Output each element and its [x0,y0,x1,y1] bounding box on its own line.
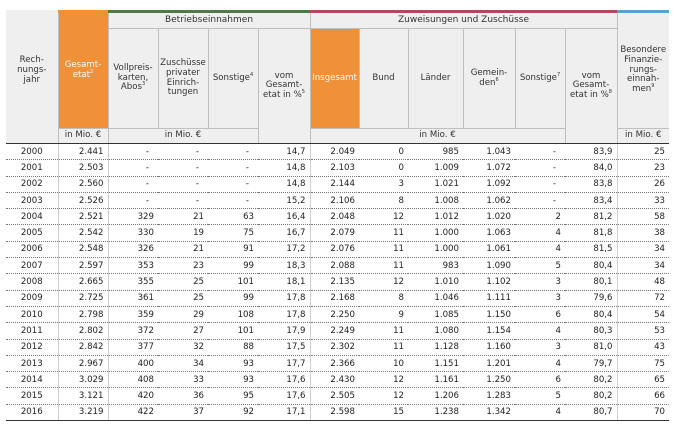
cell-share-op: 14,8 [258,176,310,192]
cell-special: 48 [617,274,669,290]
cell-private: 36 [158,388,208,404]
cell-states: 1.046 [408,290,463,306]
cell-tickets: 372 [108,323,158,339]
cell-other: - [208,192,258,208]
cell-other: 63 [208,209,258,225]
cell-special: 25 [617,144,669,160]
cell-special: 43 [617,339,669,355]
table-row [6,274,669,290]
table-body [6,144,669,421]
cell-tickets: 361 [108,290,158,306]
header-year: Rech- nungs- jahr [6,13,58,129]
table-row [6,290,669,306]
cell-states: 1.128 [408,339,463,355]
cell-private: - [158,192,208,208]
cell-states: 1.206 [408,388,463,404]
cell-share-op: 14,7 [258,144,310,160]
cell-tickets: 400 [108,355,158,371]
cell-total: 2.503 [58,160,108,176]
cell-other: 75 [208,225,258,241]
header-tickets: Vollpreis- karten, Abos$^3$ [108,29,158,129]
cell-alloc: 2.168 [310,290,359,306]
cell-states: 1.010 [408,274,463,290]
cell-total: 3.121 [58,388,108,404]
cell-share-op: 17,5 [258,339,310,355]
cell-states: 1.008 [408,192,463,208]
cell-other: 99 [208,258,258,274]
cell-municipal: 1.072 [463,160,515,176]
cell-federal: 10 [359,355,408,371]
cell-other2: 2 [515,209,565,225]
cell-alloc: 2.366 [310,355,359,371]
cell-municipal: 1.090 [463,258,515,274]
cell-special: 66 [617,388,669,404]
cell-private: - [158,144,208,160]
cell-total: 2.560 [58,176,108,192]
cell-year: 2009 [6,290,58,306]
cell-share-alloc: 83,8 [565,176,617,192]
header-municipal: Gemein- den$^6$ [463,29,515,129]
table-row [6,404,669,420]
cell-private: 19 [158,225,208,241]
header-federal: Bund [359,29,408,129]
cell-other: 93 [208,355,258,371]
cell-special: 70 [617,404,669,420]
cell-tickets: 420 [108,388,158,404]
table-row [6,355,669,371]
cell-states: 1.021 [408,176,463,192]
cell-other: - [208,144,258,160]
cell-share-op: 17,9 [258,323,310,339]
cell-federal: 8 [359,192,408,208]
cell-other: 88 [208,339,258,355]
cell-year: 2010 [6,306,58,322]
table-row [6,323,669,339]
cell-municipal: 1.043 [463,144,515,160]
cell-other2: - [515,176,565,192]
cell-share-op: 17,2 [258,241,310,257]
cell-municipal: 1.061 [463,241,515,257]
cell-alloc: 2.505 [310,388,359,404]
cell-federal: 12 [359,372,408,388]
cell-special: 23 [617,160,669,176]
table-row [6,225,669,241]
cell-alloc: 2.598 [310,404,359,420]
cell-private: 33 [158,372,208,388]
cell-other2: 6 [515,306,565,322]
cell-alloc: 2.249 [310,323,359,339]
cell-other: - [208,176,258,192]
cell-private: 25 [158,290,208,306]
header-private-grants: Zuschüsse privater Einrich- tungen [158,29,208,129]
cell-private: 32 [158,339,208,355]
cell-share-alloc: 80,1 [565,274,617,290]
cell-special: 26 [617,176,669,192]
cell-states: 1.151 [408,355,463,371]
cell-share-op: 17,6 [258,388,310,404]
cell-other2: 4 [515,323,565,339]
cell-total: 2.725 [58,290,108,306]
cell-alloc: 2.079 [310,225,359,241]
cell-share-alloc: 79,7 [565,355,617,371]
cell-federal: 9 [359,306,408,322]
cell-share-op: 17,8 [258,306,310,322]
cell-other2: 4 [515,225,565,241]
cell-other: 91 [208,241,258,257]
cell-total: 3.219 [58,404,108,420]
cell-other2: 4 [515,404,565,420]
cell-total: 2.798 [58,306,108,322]
cell-other: 101 [208,274,258,290]
cell-municipal: 1.111 [463,290,515,306]
header-states: Länder [408,29,463,129]
cell-share-op: 18,3 [258,258,310,274]
cell-special: 65 [617,372,669,388]
cell-special: 54 [617,306,669,322]
cell-special: 75 [617,355,669,371]
cell-share-alloc: 80,4 [565,258,617,274]
table-row [6,209,669,225]
unit-special: in Mio. € [617,129,669,144]
cell-year: 2008 [6,274,58,290]
cell-states: 1.080 [408,323,463,339]
cell-municipal: 1.250 [463,372,515,388]
cell-municipal: 1.062 [463,192,515,208]
cell-private: 29 [158,306,208,322]
cell-tickets: - [108,144,158,160]
cell-tickets: 330 [108,225,158,241]
cell-other: 108 [208,306,258,322]
cell-municipal: 1.154 [463,323,515,339]
cell-municipal: 1.020 [463,209,515,225]
cell-share-op: 16,4 [258,209,310,225]
cell-year: 2000 [6,144,58,160]
table-row [6,160,669,176]
cell-alloc: 2.048 [310,209,359,225]
table-row [6,241,669,257]
cell-total: 2.521 [58,209,108,225]
cell-alloc: 2.103 [310,160,359,176]
cell-private: 21 [158,209,208,225]
cell-alloc: 2.135 [310,274,359,290]
cell-other: 99 [208,290,258,306]
cell-year: 2006 [6,241,58,257]
cell-private: 23 [158,258,208,274]
cell-municipal: 1.063 [463,225,515,241]
cell-states: 1.009 [408,160,463,176]
cell-tickets: 326 [108,241,158,257]
table-row [6,306,669,322]
cell-private: 27 [158,323,208,339]
cell-share-alloc: 81,0 [565,339,617,355]
cell-municipal: 1.150 [463,306,515,322]
cell-alloc: 2.302 [310,339,359,355]
cell-tickets: - [108,176,158,192]
cell-special: 72 [617,290,669,306]
cell-federal: 12 [359,274,408,290]
cell-other: - [208,160,258,176]
cell-share-op: 17,1 [258,404,310,420]
cell-states: 1.000 [408,241,463,257]
cell-year: 2007 [6,258,58,274]
cell-share-alloc: 79,6 [565,290,617,306]
cell-other2: - [515,192,565,208]
cell-federal: 8 [359,290,408,306]
header-other-operating: Sonstige$^4$ [208,29,258,129]
header-operating-income: Betriebseinnahmen [108,13,310,29]
cell-municipal: 1.102 [463,274,515,290]
cell-other2: 3 [515,274,565,290]
cell-federal: 11 [359,323,408,339]
cell-alloc: 2.250 [310,306,359,322]
cell-alloc: 2.049 [310,144,359,160]
cell-year: 2013 [6,355,58,371]
cell-total: 2.967 [58,355,108,371]
cell-other2: 5 [515,388,565,404]
cell-share-alloc: 83,4 [565,192,617,208]
cell-private: 37 [158,404,208,420]
cell-year: 2012 [6,339,58,355]
unit-total-budget: in Mio. € [58,129,108,144]
header-other-allocations: Sonstige$^7$ [515,29,565,129]
cell-private: 34 [158,355,208,371]
header-total-budget: Gesamt- etat$^2$ [58,13,108,129]
cell-total: 2.842 [58,339,108,355]
unit-operating: in Mio. € [108,129,258,144]
cell-states: 1.000 [408,225,463,241]
cell-alloc: 2.106 [310,192,359,208]
cell-special: 34 [617,241,669,257]
cell-share-alloc: 80,7 [565,404,617,420]
cell-tickets: 422 [108,404,158,420]
cell-municipal: 1.342 [463,404,515,420]
cell-private: - [158,176,208,192]
cell-share-alloc: 80,3 [565,323,617,339]
cell-federal: 3 [359,176,408,192]
cell-special: 53 [617,323,669,339]
cell-other2: 6 [515,372,565,388]
cell-special: 33 [617,192,669,208]
cell-share-alloc: 84,0 [565,160,617,176]
cell-year: 2016 [6,404,58,420]
cell-share-op: 17,6 [258,372,310,388]
cell-special: 38 [617,225,669,241]
table-row [6,388,669,404]
cell-special: 34 [617,258,669,274]
cell-share-op: 16,7 [258,225,310,241]
header-total-allocations: Insgesamt [310,29,359,129]
cell-year: 2004 [6,209,58,225]
cell-year: 2001 [6,160,58,176]
cell-other2: 3 [515,339,565,355]
cell-total: 2.526 [58,192,108,208]
cell-total: 2.597 [58,258,108,274]
cell-tickets: 377 [108,339,158,355]
table-row [6,192,669,208]
cell-share-alloc: 80,2 [565,388,617,404]
cell-tickets: 329 [108,209,158,225]
cell-tickets: 353 [108,258,158,274]
cell-year: 2015 [6,388,58,404]
cell-total: 2.441 [58,144,108,160]
cell-total: 2.548 [58,241,108,257]
cell-federal: 12 [359,209,408,225]
cell-federal: 11 [359,339,408,355]
cell-total: 2.802 [58,323,108,339]
cell-share-op: 14,8 [258,160,310,176]
cell-federal: 15 [359,404,408,420]
cell-municipal: 1.283 [463,388,515,404]
cell-year: 2002 [6,176,58,192]
theater-finance-table [6,10,669,421]
header-special-financing: Besondere Finanzie- rungs- einnah- men$^9$ [617,13,669,129]
cell-states: 1.085 [408,306,463,322]
table-row [6,144,669,160]
cell-tickets: 408 [108,372,158,388]
header-allocations: Zuweisungen und Zuschüsse [310,13,617,29]
cell-states: 1.012 [408,209,463,225]
cell-municipal: 1.201 [463,355,515,371]
table-row [6,372,669,388]
cell-tickets: - [108,192,158,208]
cell-states: 1.161 [408,372,463,388]
finance-table-container [6,10,669,421]
cell-federal: 0 [359,160,408,176]
cell-share-op: 18,1 [258,274,310,290]
cell-other2: - [515,144,565,160]
cell-private: 25 [158,274,208,290]
cell-states: 983 [408,258,463,274]
cell-other2: 4 [515,355,565,371]
cell-total: 2.665 [58,274,108,290]
cell-federal: 0 [359,144,408,160]
cell-other: 92 [208,404,258,420]
header-share-allocations: vom Gesamt- etat in %$^8$ [565,29,617,144]
cell-special: 58 [617,209,669,225]
cell-year: 2014 [6,372,58,388]
cell-alloc: 2.430 [310,372,359,388]
cell-federal: 11 [359,225,408,241]
cell-share-alloc: 81,2 [565,209,617,225]
cell-other2: 3 [515,290,565,306]
cell-total: 3.029 [58,372,108,388]
cell-other: 101 [208,323,258,339]
cell-states: 985 [408,144,463,160]
table-row [6,176,669,192]
cell-share-op: 17,8 [258,290,310,306]
cell-tickets: - [108,160,158,176]
cell-private: 21 [158,241,208,257]
cell-share-alloc: 81,8 [565,225,617,241]
cell-private: - [158,160,208,176]
cell-federal: 11 [359,241,408,257]
table-row [6,339,669,355]
cell-municipal: 1.092 [463,176,515,192]
cell-tickets: 355 [108,274,158,290]
cell-share-op: 17,7 [258,355,310,371]
cell-other2: - [515,160,565,176]
table-row [6,258,669,274]
cell-tickets: 359 [108,306,158,322]
cell-other2: 5 [515,258,565,274]
cell-share-alloc: 83,9 [565,144,617,160]
cell-municipal: 1.160 [463,339,515,355]
cell-other: 93 [208,372,258,388]
cell-other: 95 [208,388,258,404]
cell-year: 2005 [6,225,58,241]
cell-share-alloc: 80,4 [565,306,617,322]
cell-share-alloc: 81,5 [565,241,617,257]
cell-alloc: 2.076 [310,241,359,257]
cell-federal: 11 [359,258,408,274]
cell-alloc: 2.144 [310,176,359,192]
cell-total: 2.542 [58,225,108,241]
cell-year: 2003 [6,192,58,208]
cell-share-alloc: 80,2 [565,372,617,388]
header-share-operating: vom Gesamt- etat in %$^5$ [258,29,310,144]
unit-allocations: in Mio. € [310,129,565,144]
cell-alloc: 2.088 [310,258,359,274]
cell-share-op: 15,2 [258,192,310,208]
cell-states: 1.238 [408,404,463,420]
cell-federal: 12 [359,388,408,404]
cell-other2: 4 [515,241,565,257]
cell-year: 2011 [6,323,58,339]
